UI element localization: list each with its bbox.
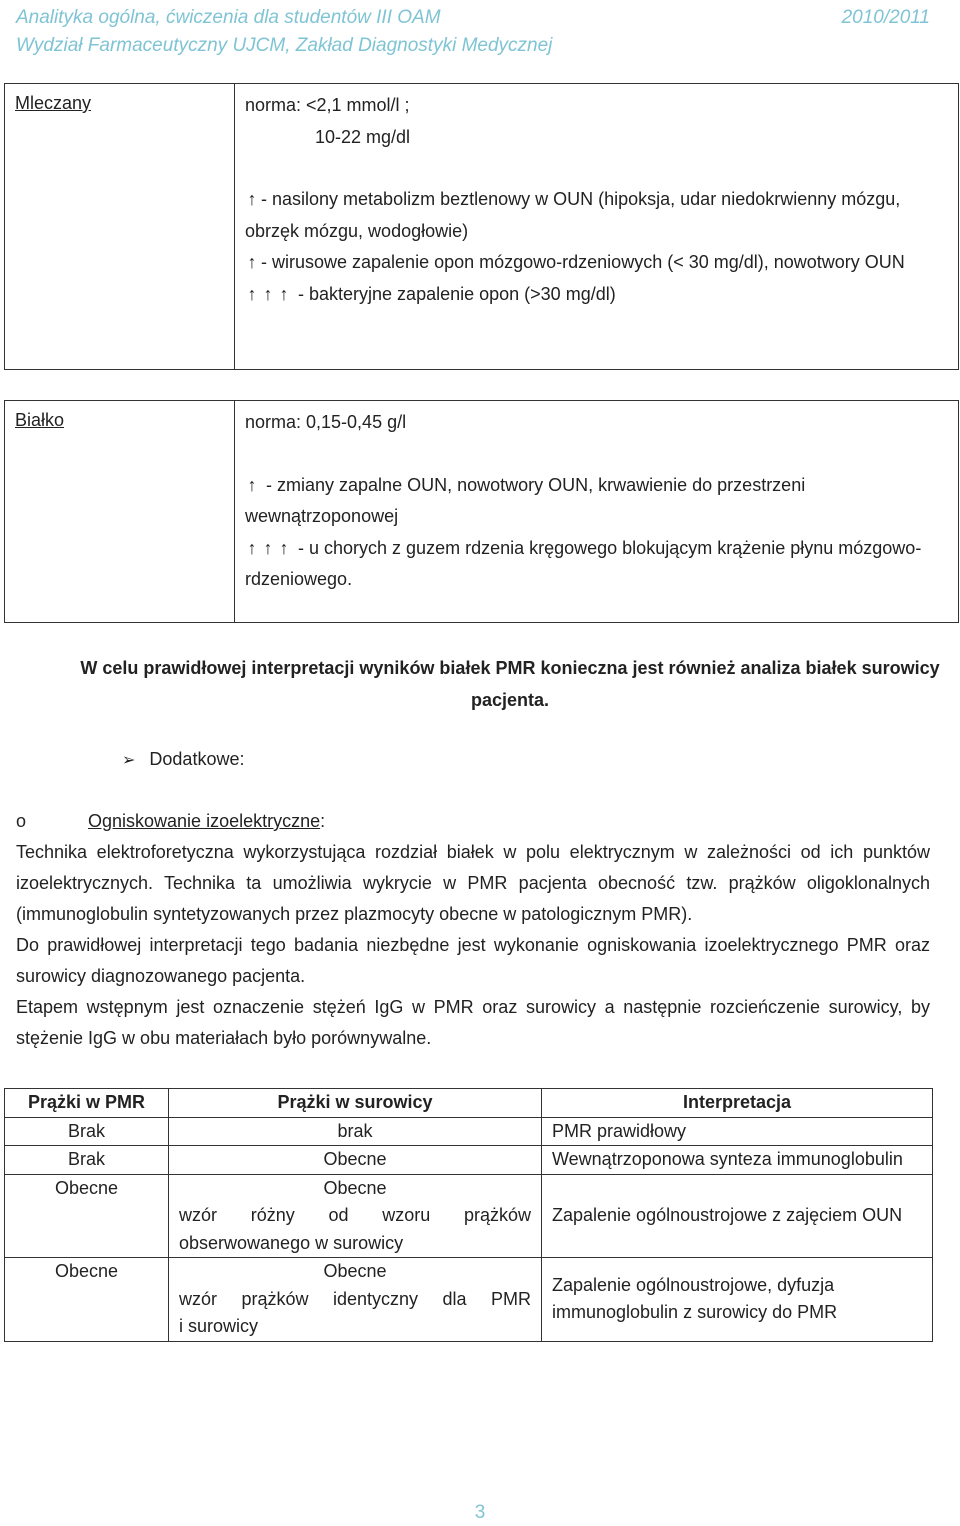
lactate-increase-3: ↑ ↑ ↑ - bakteryjne zapalenie opon (>30 mg/dl) <box>245 279 948 311</box>
isoelectric-focusing-title: Ogniskowanie izoelektryczne <box>88 811 321 831</box>
protein-name: Białko <box>15 410 65 430</box>
lactate-name: Mleczany <box>15 93 92 113</box>
lactate-name-cell <box>5 84 235 370</box>
lactate-increase-1: ↑ - nasilony metabolizm beztlenowy w OUN (hipoksja, udar niedokrwienny mózgu, obrzęk mózgu, wodogłowie) <box>245 184 948 247</box>
header-department: Wydział Farmaceutyczny UJCM, Zakład Diagnostyki Medycznej <box>16 35 553 56</box>
lactate-description-cell <box>235 84 959 370</box>
lactate-norm-mgdl: 10-22 mg/dl <box>315 126 411 147</box>
page-number: 3 <box>474 1502 486 1523</box>
paragraph: Technika elektroforetyczna wykorzystująca rozdział białek w polu elektrycznym w zależności od ich punktów izoelektrycznych. Technika ta umożliwia wykrycie w PMR pacjenta obecność tzw. prążków oligoklonalnych (immunoglobulin syntetyzowanych przez plazmocyty obecne w patologicznym PMR). <box>16 842 930 924</box>
column-header-pmr: Prążki w PMR <box>5 1089 169 1118</box>
lactate-table <box>4 83 959 370</box>
protein-increase-1: ↑ - zmiany zapalne OUN, nowotwory OUN, krwawienie do przestrzeni wewnątrzoponowej <box>245 470 948 533</box>
additional-label: Dodatkowe: <box>149 749 245 769</box>
protein-description-cell <box>235 401 959 623</box>
arrow-up-icon: ↑ <box>279 537 289 558</box>
arrowhead-bullet-icon: ➢ <box>122 752 136 769</box>
header-academic-year: 2010/2011 <box>841 7 930 28</box>
protein-norm: norma: 0,15-0,45 g/l <box>245 412 407 432</box>
table-header-row <box>5 1089 933 1118</box>
page-header <box>16 4 930 60</box>
arrow-up-icon: ↑ <box>279 283 289 304</box>
table-row: Obecne Obecne wzór różny od wzoru prążków obserwowanego w surowicy Zapalenie ogólnoustrojowe z zajęciem OUN <box>5 1174 933 1258</box>
lactate-increase-2: ↑ - wirusowe zapalenie opon mózgowo-rdzeniowych (< 30 mg/dl), nowotwory OUN <box>245 247 948 279</box>
paragraph: Etapem wstępnym jest oznaczenie stężeń IgG w PMR oraz surowicy a następnie rozcieńczenie surowicy, by stężenie IgG w obu materiałach było porównywalne. <box>16 997 930 1048</box>
oligoclonal-bands-table <box>4 1088 933 1342</box>
arrow-up-icon: ↑ <box>263 283 273 304</box>
circle-bullet-icon: o <box>16 811 27 831</box>
table-row: Brak brak PMR prawidłowy <box>5 1117 933 1146</box>
table-row: Brak Obecne Wewnątrzoponowa synteza immunoglobulin <box>5 1146 933 1175</box>
lactate-norm-mmol: norma: <2,1 mmol/l ; <box>245 95 410 115</box>
header-course-title: Analityka ogólna, ćwiczenia dla studentów III OAM <box>16 7 441 28</box>
arrow-up-icon: ↑ <box>247 537 257 558</box>
isoelectric-focusing-text <box>16 837 930 1054</box>
additional-heading <box>122 744 244 776</box>
column-header-serum: Prążki w surowicy <box>169 1089 542 1118</box>
arrow-up-icon: ↑ <box>247 283 257 304</box>
paragraph: Do prawidłowej interpretacji tego badania niezbędne jest wykonanie ogniskowania izoelektrycznego PMR oraz surowicy diagnozowanego pacjenta. <box>16 935 930 986</box>
interpretation-note: W celu prawidłowej interpretacji wyników białek PMR konieczna jest również analiza białek surowicy pacjenta. <box>80 658 940 710</box>
arrow-up-icon: ↑ <box>247 189 257 209</box>
arrow-up-icon: ↑ <box>247 474 257 495</box>
protein-name-cell <box>5 401 235 623</box>
isoelectric-focusing-heading: o Ogniskowanie izoelektryczne: <box>16 806 325 836</box>
protein-increase-2: ↑ ↑ ↑ - u chorych z guzem rdzenia kręgowego blokującym krążenie płynu mózgowo-rdzeniowego. <box>245 533 948 596</box>
arrow-up-icon: ↑ <box>263 537 273 558</box>
table-row: Obecne Obecne wzór prążków identyczny dla PMR i surowicy Zapalenie ogólnoustrojowe, dyfuzja immunoglobulin z surowicy do PMR <box>5 1258 933 1342</box>
column-header-interpretation: Interpretacja <box>542 1089 933 1118</box>
protein-table <box>4 400 959 623</box>
arrow-up-icon: ↑ <box>247 252 257 272</box>
